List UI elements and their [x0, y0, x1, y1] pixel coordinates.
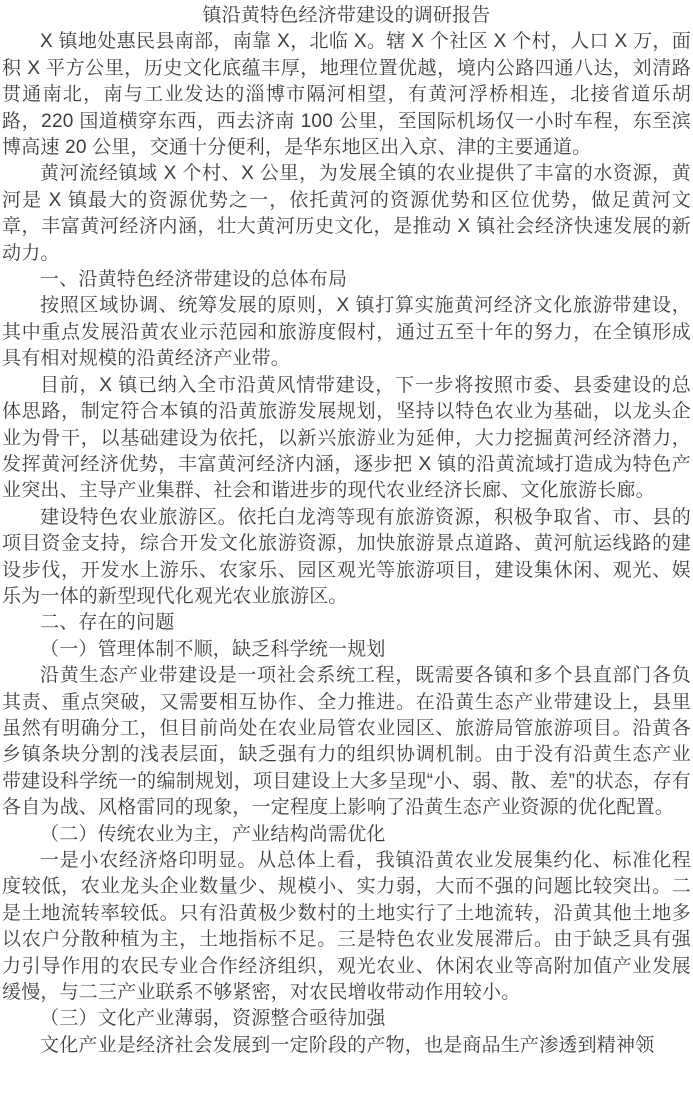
- report-title: 镇沿黄特色经济带建设的调研报告: [202, 5, 491, 26]
- paragraph-problem-3-detail-clipped: 文化产业是经济社会发展到一定阶段的产物，也是商品生产渗透到精神领: [40, 1034, 655, 1056]
- paragraph-yellow-river-resources: 黄河流经镇域 X 个村、X 公里，为发展全镇的农业提供了丰富的水资源，黄河是 X 镇最大的资源优势之一，依托黄河的资源优势和区位优势，做足黄河文章，丰富黄河经济内涵，壮大黄河历史文化，是推动 X 镇社会经济快速发展的新动力。: [2, 163, 691, 264]
- paragraph-problem-1-detail: 沿黄生态产业带建设是一项社会系统工程，既需要各镇和多个县直部门各负其责、重点突破，又需要相互协作、全力推进。在沿黄生态产业带建设上，县里虽然有明确分工，但目前尚处在农业局管农业园区、旅游局管旅游项目。沿黄各乡镇条块分割的浅表层面，缺乏强有力的组织协调机制。由于没有沿黄生态产业带建设科学统一的编制规划，项目建设上大多呈现“小、弱、散、差”的状态，存有各自为战、风格雷同的现象，一定程度上影响了沿黄生态产业资源的优化配置。: [2, 665, 691, 819]
- heading-problem-1-management: （一）管理体制不顺，缺乏科学统一规划: [40, 638, 386, 660]
- heading-section-1-overall-layout: 一、沿黄特色经济带建设的总体布局: [40, 269, 348, 291]
- paragraph-problem-2-detail: 一是小农经济烙印明显。从总体上看，我镇沿黄农业发展集约化、标准化程度较低，农业龙头企业数量少、规模小、实力弱，大而不强的问题比较突出。二是土地流转率较低。只有沿黄极少数村的土地实行了土地流转，沿黄其他土地多以农户分散种植为主，土地指标不足。三是特色农业发展滞后。由于缺乏具有强力引导作用的农民专业合作经济组织，观光农业、休闲农业等高附加值产业发展缓慢，与二三产业联系不够紧密，对农民增收带动作用较小。: [2, 850, 691, 1004]
- paragraph-regional-plan: 按照区域协调、统筹发展的原则，X 镇打算实施黄河经济文化旅游带建设，其中重点发展沿黄农业示范园和旅游度假村，通过五至十年的努力，在全镇形成具有相对规模的沿黄经济产业带。: [2, 295, 691, 370]
- heading-problem-3-culture: （三）文化产业薄弱，资源整合亟待加强: [40, 1008, 386, 1030]
- paragraph-current-progress: 目前，X 镇已纳入全市沿黄风情带建设，下一步将按照市委、县委建设的总体思路，制定符合本镇的沿黄旅游发展规划，坚持以特色农业为基础，以龙头企业为骨干，以基础建设为依托，以新兴旅游业为延伸，大力挖掘黄河经济潜力，发挥黄河经济优势，丰富黄河经济内涵，逐步把 X 镇的沿黄流域打造成为特色产业突出、主导产业集群、社会和谐进步的现代农业经济长廊、文化旅游长廊。: [2, 374, 691, 502]
- heading-section-2-problems: 二、存在的问题: [40, 612, 175, 634]
- paragraph-town-overview: X 镇地处惠民县南部，南靠 X，北临 X。辖 X 个社区 X 个村，人口 X 万，面积 X 平方公里，历史文化底蕴丰厚，地理位置优越，境内公路四通八达，刘清路贯通南北，南与工业发达的淄博市隔河相望，有黄河浮桥相连，北接省道乐胡路，220 国道横穿东西，西去济南 100 公里，至国际机场仅一小时车程，东至滨博高速 20 公里，交通十分便利，是华东地区出入京、津的主要通道。: [2, 31, 691, 159]
- heading-problem-2-agriculture: （二）传统农业为主，产业结构尚需优化: [40, 823, 386, 845]
- paragraph-agri-tourism-zone: 建设特色农业旅游区。依托白龙湾等现有旅游资源，积极争取省、市、县的项目资金支持，综合开发文化旅游资源，加快旅游景点道路、黄河航运线路的建设步伐，开发水上游乐、农家乐、园区观光等旅游项目，建设集休闲、观光、娱乐为一体的新型现代化观光农业旅游区。: [2, 506, 691, 607]
